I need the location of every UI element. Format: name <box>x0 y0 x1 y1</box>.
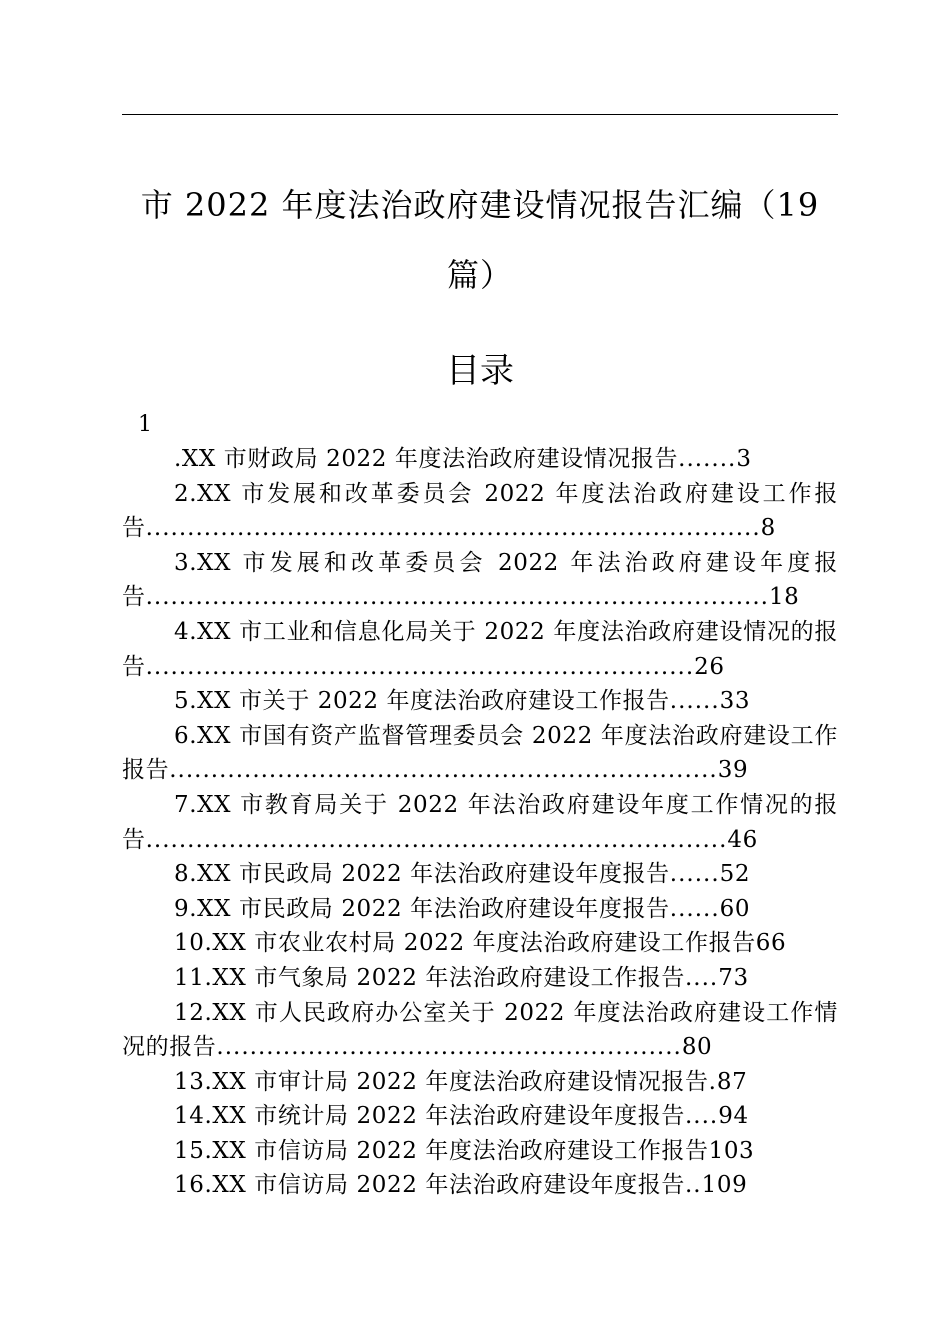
toc-entry-page: 66 <box>755 930 787 957</box>
toc-entry-title: .XX 市财政局 2022 年度法治政府建设情况报告 <box>174 446 679 472</box>
toc-entry[interactable] <box>122 996 838 1065</box>
toc-entry-leader: ........................................................ <box>216 1034 682 1061</box>
toc-entry-leader: . <box>708 1068 717 1095</box>
toc-entry-leader: .... <box>685 964 719 991</box>
toc-entry-leader: .......................................................................... <box>145 515 761 542</box>
toc-first-number: 1 <box>138 412 152 437</box>
toc-entry-page: 80 <box>681 1034 713 1061</box>
toc-entry-title: 10.XX 市农业农村局 2022 年度法治政府建设工作报告 <box>174 930 756 957</box>
toc-entry-title: 16.XX 市信访局 2022 年法治政府建设年度报告 <box>174 1172 685 1199</box>
toc-heading: 目录 <box>446 351 514 391</box>
toc-entry-title: 12.XX 市人民政府办公室关于 2022 年度法治政府建设工作情况的报告 <box>122 999 838 1061</box>
toc-entry-page: 103 <box>708 1137 755 1164</box>
toc-entry-leader: .. <box>685 1172 702 1199</box>
toc-entry-page: 3 <box>736 446 752 472</box>
toc-entry-leader: ...... <box>669 688 720 715</box>
toc-entry[interactable] <box>122 1099 838 1134</box>
toc-entry[interactable] <box>122 1065 838 1100</box>
toc-entry[interactable] <box>122 926 838 961</box>
title-line-1: 市 2022 年度法治政府建设情况报告汇编（19 <box>140 186 820 224</box>
toc-entry-page: 46 <box>727 826 758 853</box>
toc-entry-page: 94 <box>718 1103 749 1130</box>
table-of-contents <box>122 442 838 1203</box>
toc-entry-title: 13.XX 市审计局 2022 年度法治政府建设情况报告 <box>174 1068 709 1095</box>
toc-entry-title: 14.XX 市统计局 2022 年法治政府建设年度报告 <box>174 1103 685 1130</box>
toc-entry-title: 11.XX 市气象局 2022 年法治政府建设工作报告 <box>174 964 685 991</box>
toc-entry-page: 52 <box>719 861 751 888</box>
toc-entry[interactable] <box>122 1168 838 1203</box>
toc-entry-page: 39 <box>717 757 749 784</box>
toc-entry[interactable] <box>122 442 838 477</box>
toc-entry-title: 9.XX 市民政局 2022 年法治政府建设年度报告 <box>174 895 670 922</box>
toc-entry-page: 33 <box>719 688 751 715</box>
toc-entry-title: 3.XX 市发展和改革委员会 2022 年法治政府建设年度报告 <box>122 549 838 611</box>
toc-entry-leader: ...... <box>669 861 720 888</box>
toc-entry[interactable] <box>122 615 838 684</box>
toc-entry[interactable] <box>122 1134 838 1169</box>
toc-entry-leader: ........................................................................... <box>145 584 769 611</box>
toc-entry-page: 87 <box>716 1068 748 1095</box>
toc-entry[interactable] <box>122 546 838 615</box>
toc-entry-leader: .................................................................. <box>145 653 695 680</box>
toc-entry-leader: ....... <box>678 446 737 472</box>
toc-entry-page: 73 <box>718 964 749 991</box>
toc-entry-title: 4.XX 市工业和信息化局关于 2022 年度法治政府建设情况的报告 <box>122 618 838 680</box>
toc-entry-page: 109 <box>701 1172 748 1199</box>
toc-entry[interactable] <box>122 477 838 546</box>
toc-entry[interactable] <box>122 892 838 927</box>
toc-entry[interactable] <box>122 719 838 788</box>
toc-entry[interactable] <box>122 684 838 719</box>
toc-entry[interactable] <box>122 961 838 996</box>
toc-entry[interactable] <box>122 857 838 892</box>
toc-entry[interactable] <box>122 788 838 857</box>
toc-entry-page: 60 <box>719 895 751 922</box>
toc-entry-leader: .................................................................. <box>169 757 718 784</box>
toc-entry-title: 7.XX 市教育局关于 2022 年法治政府建设年度工作情况的报告 <box>122 791 838 853</box>
toc-entry-page: 8 <box>760 515 776 542</box>
toc-entry-page: 18 <box>768 584 800 611</box>
toc-entry-title: 5.XX 市关于 2022 年度法治政府建设工作报告 <box>174 688 670 715</box>
header-rule <box>122 114 838 115</box>
toc-entry-title: 2.XX 市发展和改革委员会 2022 年度法治政府建设工作报告 <box>122 480 838 542</box>
toc-entry-leader: ...... <box>669 895 720 922</box>
toc-entry-title: 15.XX 市信访局 2022 年度法治政府建设工作报告 <box>174 1137 709 1164</box>
toc-entry-leader: .... <box>685 1103 719 1130</box>
title-line-2: 篇） <box>446 256 513 294</box>
toc-entry-leader: ...................................................................... <box>145 826 728 853</box>
toc-entry-title: 8.XX 市民政局 2022 年法治政府建设年度报告 <box>174 861 670 888</box>
toc-entry-page: 26 <box>694 653 725 680</box>
document-title <box>122 170 838 310</box>
toc-entry-title: 6.XX 市国有资产监督管理委员会 2022 年度法治政府建设工作报告 <box>122 722 838 784</box>
